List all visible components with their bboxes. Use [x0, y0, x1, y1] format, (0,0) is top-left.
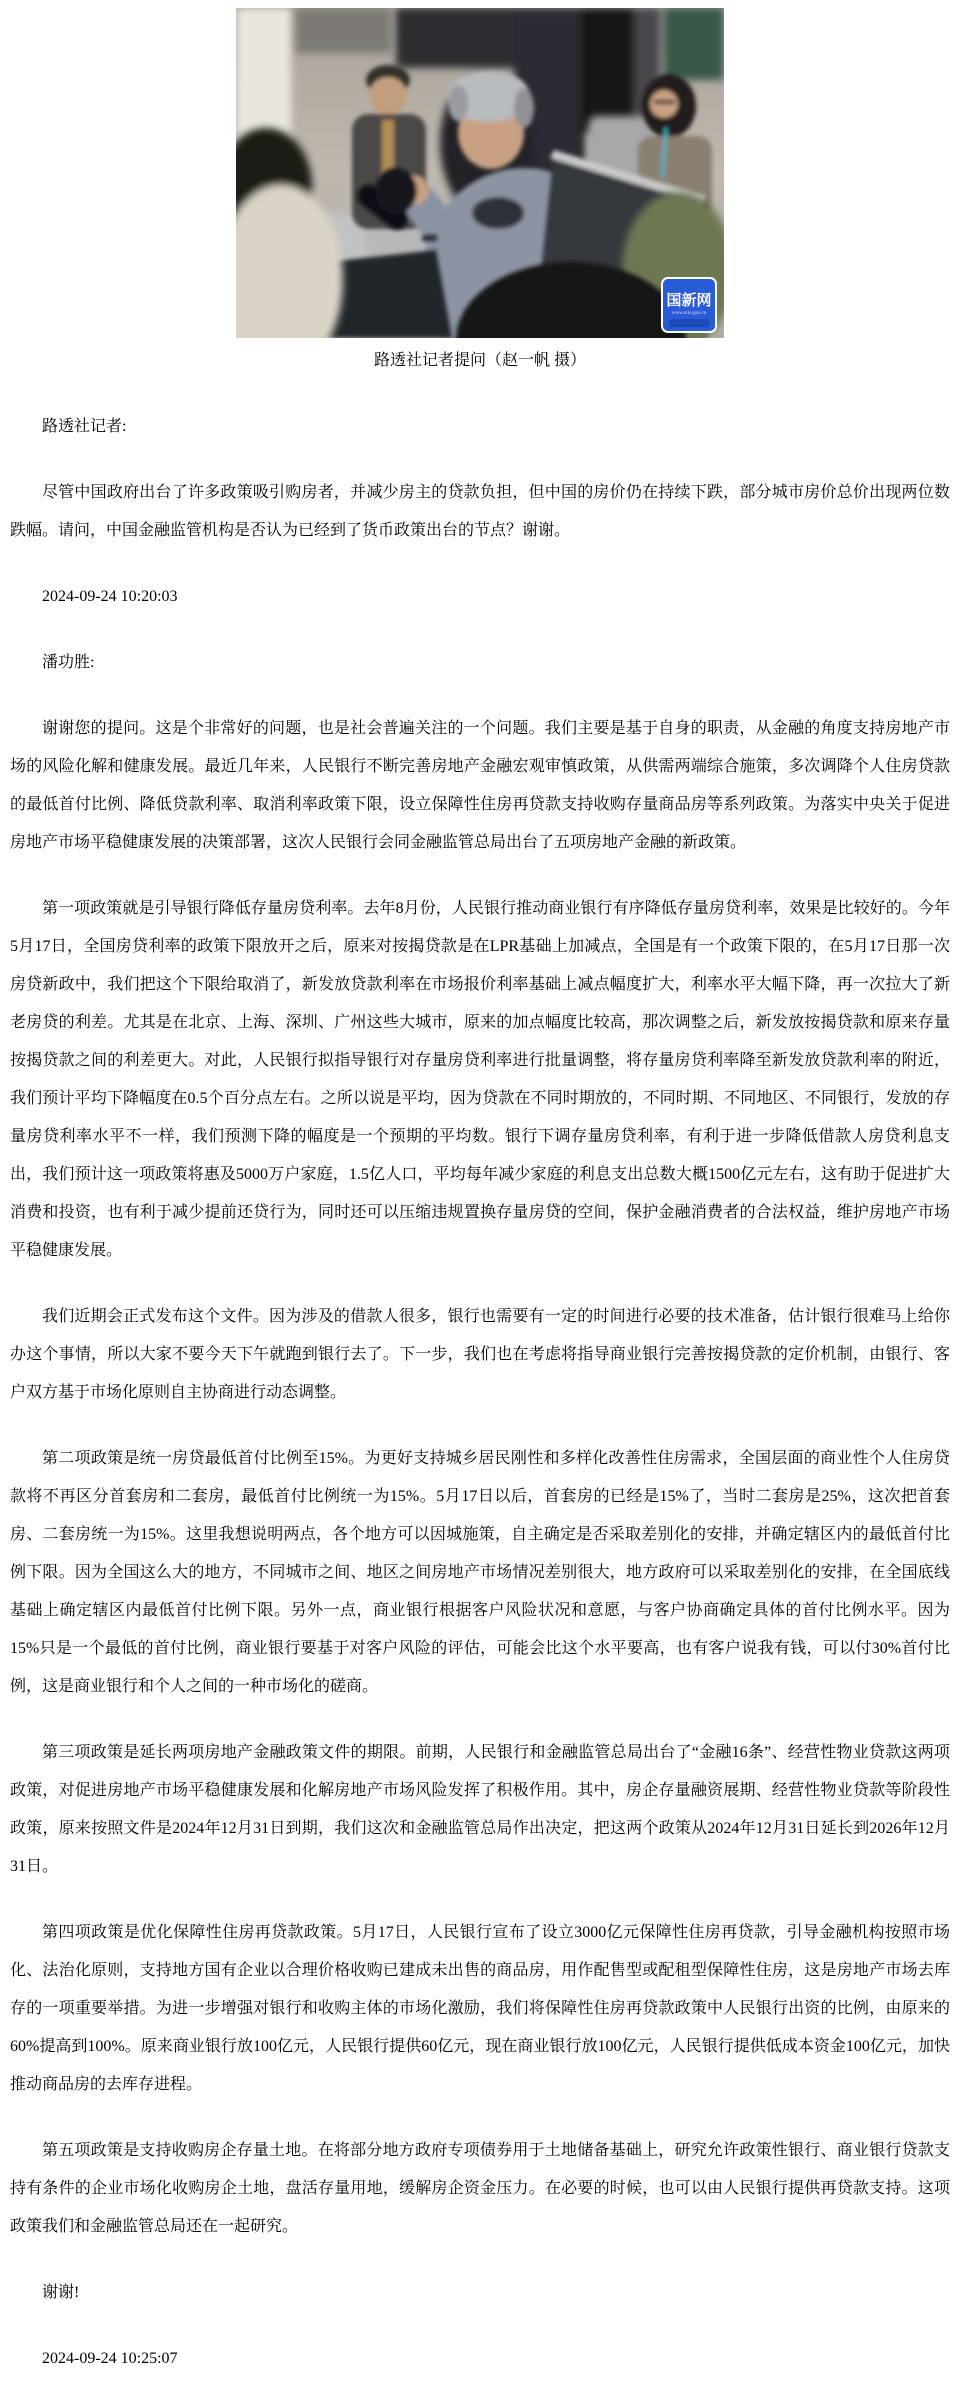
answer-timestamp: 2024-09-24 10:25:07	[42, 2350, 178, 2367]
answer-paragraph-7: 第五项政策是支持收购房企存量土地。在将部分地方政府专项债券用于土地储备基础上，研究允许政策性银行、商业银行贷款支持有条件的企业市场化收购房企土地，盘活存量用地，缓解房企资金压力。在必要的时候，也可以由人民银行提供再贷款支持。这项政策我们和金融监管总局还在一起研究。	[10, 2142, 950, 2235]
answer-paragraph-1: 谢谢您的提问。这是个非常好的问题，也是社会普遍关注的一个问题。我们主要是基于自身的职责，从金融的角度支持房地产市场的风险化解和健康发展。最近几年来，人民银行不断完善房地产金融宏观审慎政策，从供需两端综合施策，多次调降个人住房贷款的最低首付比例、降低贷款利率、取消利率政策下限，设立保障性住房再贷款支持收购存量商品房等系列政策。为落实中央关于促进房地产市场平稳健康发展的决策部署，这次人民银行会同金融监管总局出台了五项房地产金融的新政策。	[10, 720, 950, 851]
reporter-label: 路透社记者:	[42, 418, 127, 435]
thanks-line: 谢谢!	[42, 2284, 80, 2301]
answer-paragraph-3: 我们近期会正式发布这个文件。因为涉及的借款人很多，银行也需要有一定的时间进行必要的技术准备，估计银行很难马上给你办这个事情，所以大家不要今天下午就跑到银行去了。下一步，我们也在考虑将指导商业银行完善按揭贷款的定价机制，由银行、客户双方基于市场化原则自主协商进行动态调整。	[10, 1308, 950, 1401]
press-photo	[0, 8, 960, 338]
question-paragraph: 尽管中国政府出台了许多政策吸引购房者，并减少房主的贷款负担，但中国的房价仍在持续下跌，部分城市房价总价出现两位数跌幅。请问，中国金融监管机构是否认为已经到了货币政策出台的节点？谢谢。	[10, 484, 950, 539]
answer-paragraph-6: 第四项政策是优化保障性住房再贷款政策。5月17日，人民银行宣布了设立3000亿元保障性住房再贷款，引导金融机构按照市场化、法治化原则，支持地方国有企业以合理价格收购已建成未出售的商品房，用作配售型或配租型保障性住房，这是房地产市场去库存的一项重要举措。为进一步增强对银行和收购主体的市场化激励，我们将保障性住房再贷款政策中人民银行出资的比例，由原来的60%提高到100%。原来商业银行放100亿元，人民银行提供60亿元，现在商业银行放100亿元，人民银行提供低成本资金100亿元，加快推动商品房的去库存进程。	[10, 1924, 950, 2093]
answer-paragraph-4: 第二项政策是统一房贷最低首付比例至15%。为更好支持城乡居民刚性和多样化改善性住房需求，全国层面的商业性个人住房贷款将不再区分首套房和二套房，最低首付比例统一为15%。5月17日以后，首套房的已经是15%了，当时二套房是25%，这次把首套房、二套房统一为15%。这里我想说明两点，各个地方可以因城施策，自主确定是否采取差别化的安排，并确定辖区内的最低首付比例下限。因为全国这么大的地方，不同城市之间、地区之间房地产市场情况差别很大，地方政府可以采取差别化的安排，在全国底线基础上确定辖区内最低首付比例下限。另外一点，商业银行根据客户风险状况和意愿，与客户协商确定具体的首付比例水平。因为15%只是一个最低的首付比例，商业银行要基于对客户风险的评估，可能会比这个水平要高，也有客户说我有钱，可以付30%首付比例，这是商业银行和个人之间的一种市场化的磋商。	[10, 1450, 950, 1695]
scio-badge-url: www.scio.gov.cn	[671, 311, 707, 316]
speaker-label: 潘功胜:	[42, 654, 95, 671]
scio-badge-name: 国新网	[666, 293, 712, 309]
scio-badge	[662, 278, 716, 332]
answer-paragraph-5: 第三项政策是延长两项房地产金融政策文件的期限。前期，人民银行和金融监管总局出台了“金融16条”、经营性物业贷款这两项政策，对促进房地产市场平稳健康发展和化解房地产市场风险发挥了积极作用。其中，房企存量融资展期、经营性物业贷款等阶段性政策，原来按照文件是2024年12月31日到期，我们这次和金融监管总局作出决定，把这两个政策从2024年12月31日延长到2026年12月31日。	[10, 1744, 950, 1875]
press-photo-illustration	[236, 8, 724, 338]
photo-caption: 路透社记者提问（赵一帆 摄）	[373, 352, 586, 369]
answer-paragraph-2: 第一项政策就是引导银行降低存量房贷利率。去年8月份，人民银行推动商业银行有序降低存量房贷利率，效果是比较好的。今年5月17日，全国房贷利率的政策下限放开之后，原来对按揭贷款是在LPR基础上加减点，全国是有一个政策下限的，在5月17日那一次房贷新政中，我们把这个下限给取消了，新发放贷款利率在市场报价利率基础上减点幅度扩大，利率水平大幅下降，再一次拉大了新老房贷的利差。尤其是在北京、上海、深圳、广州这些大城市，原来的加点幅度比较高，那次调整之后，新发放按揭贷款和原来存量按揭贷款之间的利差更大。对此，人民银行拟指导银行对存量房贷利率进行批量调整，将存量房贷利率降至新发放贷款利率的附近，我们预计平均下降幅度在0.5个百分点左右。之所以说是平均，因为贷款在不同时期放的，不同时期、不同地区、不同银行，发放的存量房贷利率水平不一样，我们预测下降的幅度是一个预期的平均数。银行下调存量房贷利率，有利于进一步降低借款人房贷利息支出，我们预计这一项政策将惠及5000万户家庭，1.5亿人口，平均每年减少家庭的利息支出总数大概1500亿元左右，这有助于促进扩大消费和投资，也有利于减少提前还贷行为，同时还可以压缩违规置换存量房贷的空间，保护金融消费者的合法权益，维护房地产市场平稳健康发展。	[10, 900, 950, 1259]
press-photo-image	[236, 8, 724, 338]
question-timestamp: 2024-09-24 10:20:03	[42, 588, 178, 605]
